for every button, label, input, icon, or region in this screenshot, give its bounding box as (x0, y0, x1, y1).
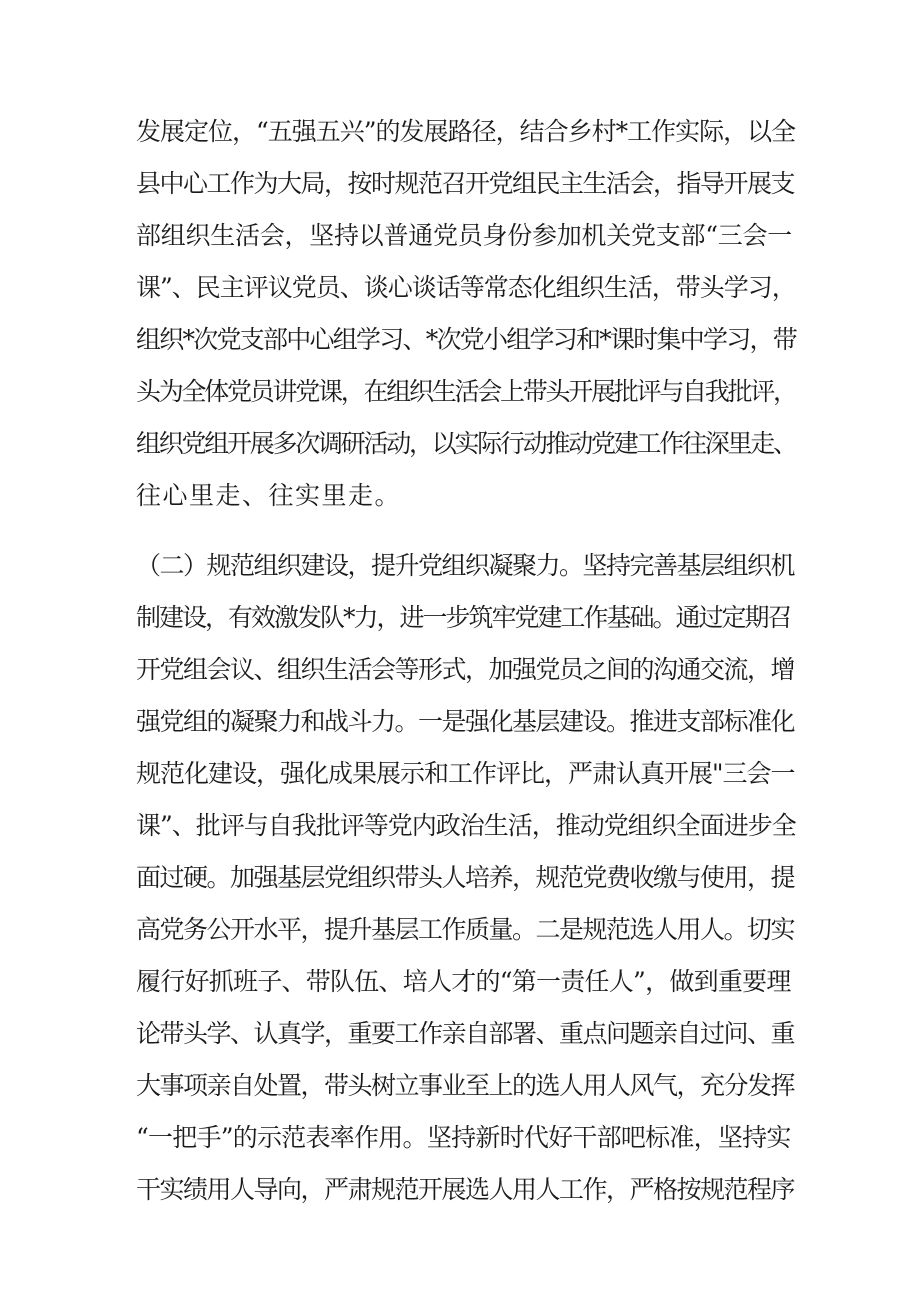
paragraph-1-line: 县中心工作为大局，按时规范召开党组民主生活会，指导开展支 (136, 169, 795, 198)
paragraph-2-line: 干实绩用人导向，严肃规范开展选人用人工作，严格按规范程序 (136, 1175, 795, 1204)
paragraph-1-line: 头为全体党员讲党课，在组织生活会上带头开展批评与自我批评， (136, 377, 796, 406)
paragraph-2-line: 规范化建设，强化成果展示和工作评比，严肃认真开展"三会一 (136, 759, 795, 788)
paragraph-1-line: 组织*次党支部中心组学习、*次党小组学习和*课时集中学习，带 (136, 325, 797, 354)
paragraph-2-line: 大事项亲自处置，带头树立事业至上的选人用人风气，充分发挥 (136, 1071, 795, 1100)
paragraph-2-line: 制建设，有效激发队*力，进一步筑牢党建工作基础。通过定期召 (136, 603, 791, 632)
paragraph-2-line: 高党务公开水平，提升基层工作质量。二是规范选人用人。切实 (136, 915, 795, 944)
paragraph-1 (136, 106, 796, 522)
paragraph-1-line: 往心里走、往实里走。 (136, 481, 402, 510)
paragraph-2-line: （二）规范组织建设，提升党组织凝聚力。坚持完善基层组织机 (136, 551, 795, 580)
paragraph-2-line: 面过硬。加强基层党组织带头人培养，规范党费收缴与使用，提 (136, 863, 795, 892)
paragraph-2-line: 履行好抓班子、带队伍、培人才的“第一责任人”，做到重要理 (136, 967, 791, 996)
paragraph-2-line: 论带头学、认真学，重要工作亲自部署、重点问题亲自过问、重 (136, 1019, 795, 1048)
paragraph-2-line: 开党组会议、组织生活会等形式，加强党员之间的沟通交流，增 (136, 655, 795, 684)
paragraph-1-line: 组织党组开展多次调研活动，以实际行动推动党建工作往深里走、 (136, 429, 796, 458)
paragraph-1-line: 部组织生活会，坚持以普通党员身份参加机关党支部“三会一 (136, 221, 793, 250)
paragraph-2-line: 课”、批评与自我批评等党内政治生活，推动党组织全面进步全 (136, 811, 796, 840)
paragraph-1-line: 发展定位，“五强五兴”的发展路径，结合乡村*工作实际，以全 (136, 117, 796, 146)
paragraph-2 (136, 540, 796, 1216)
paragraph-2-line: “一把手”的示范表率作用。坚持新时代好干部吧标准，坚持实 (136, 1123, 791, 1152)
paragraph-2-line: 强党组的凝聚力和战斗力。一是强化基层建设。推进支部标准化 (136, 707, 795, 736)
paragraph-1-line: 课”、民主评议党员、谈心谈话等常态化组织生活，带头学习， (136, 273, 796, 302)
